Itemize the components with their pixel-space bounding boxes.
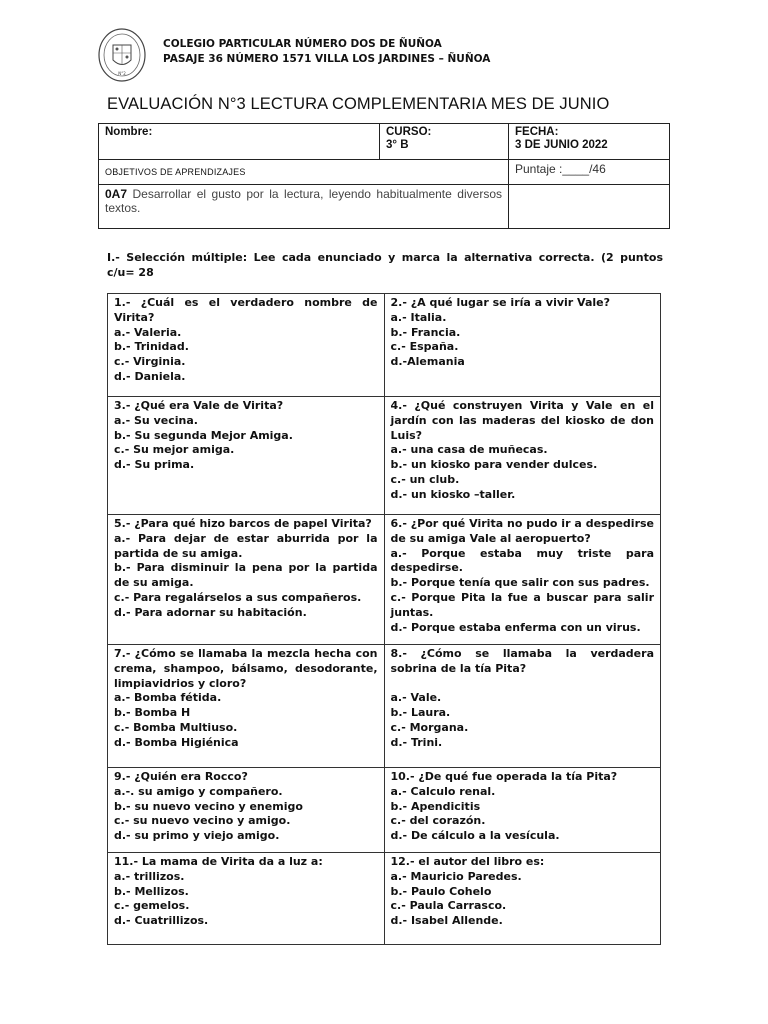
option-d[interactable]: d.- De cálculo a la vesícula. xyxy=(390,829,560,843)
svg-text:N°2: N°2 xyxy=(118,71,126,76)
school-crest-logo xyxy=(97,27,147,83)
option-b[interactable]: b.- un kiosko para vender dulces. xyxy=(390,458,598,472)
option-a[interactable]: a.- Valeria. xyxy=(114,325,182,339)
objectives-label: OBJETIVOS DE APRENDIZAJES xyxy=(99,160,509,185)
school-name: COLEGIO PARTICULAR NÚMERO DOS DE ÑUÑOA xyxy=(163,38,442,50)
option-c[interactable]: c.- Porque Pita la fue a buscar para salir juntas. xyxy=(390,590,654,619)
option-b[interactable]: b.- su nuevo vecino y enemigo xyxy=(114,799,303,813)
question-card xyxy=(384,645,661,768)
question-card xyxy=(384,397,661,515)
question-text: 2.- ¿A qué lugar se iría a vivir Vale? xyxy=(390,296,610,309)
date-value: 3 DE JUNIO 2022 xyxy=(515,139,608,151)
question-text: 12.- el autor del libro es: xyxy=(390,855,545,868)
exam-title: EVALUACIÓN N°3 LECTURA COMPLEMENTARIA MES DE JUNIO xyxy=(107,95,610,113)
option-a[interactable]: a.- trillizos. xyxy=(114,869,185,883)
option-b[interactable]: b.- Paulo Cohelo xyxy=(390,884,492,898)
option-b[interactable]: b.- Apendicitis xyxy=(390,799,481,813)
option-c[interactable]: c.- del corazón. xyxy=(390,814,486,828)
question-text: 7.- ¿Cómo se llamaba la mezcla hecha con crema, shampoo, bálsamo, desodorante, limpiavidrios y cloro? xyxy=(114,647,378,690)
date-cell xyxy=(509,124,670,160)
name-field[interactable] xyxy=(99,124,380,160)
question-text: 4.- ¿Qué construyen Virita y Vale en el jardín con las maderas del kiosko de don Luis? xyxy=(390,399,654,442)
course-value: 3° B xyxy=(386,139,409,151)
option-c[interactable]: c.- Bomba Multiuso. xyxy=(114,720,238,734)
question-text: 11.- La mama de Virita da a luz a: xyxy=(114,855,323,868)
name-label: Nombre: xyxy=(105,126,153,138)
question-card xyxy=(384,515,661,645)
option-a[interactable]: a.-. su amigo y compañero. xyxy=(114,784,283,798)
option-d[interactable]: d.-Alemania xyxy=(390,355,465,369)
option-c[interactable]: c.- gemelos. xyxy=(114,899,190,913)
option-d[interactable]: d.- Bomba Higiénica xyxy=(114,735,239,749)
question-card xyxy=(108,397,385,515)
option-a[interactable]: a.- Calculo renal. xyxy=(390,784,496,798)
section-instructions: I.- Selección múltiple: Lee cada enunciado y marca la alternativa correcta. (2 puntos c/u= 28 xyxy=(107,251,663,279)
question-card xyxy=(108,515,385,645)
course-cell xyxy=(380,124,509,160)
objective-text: Desarrollar el gusto por la lectura, leyendo habitualmente diversos textos. xyxy=(105,187,502,215)
spacer xyxy=(391,677,655,692)
option-b[interactable]: b.- Mellizos. xyxy=(114,884,189,898)
question-card xyxy=(108,645,385,768)
question-card xyxy=(108,768,385,853)
option-c[interactable]: c.- un club. xyxy=(390,472,460,486)
option-b[interactable]: b.- Su segunda Mejor Amiga. xyxy=(114,428,293,442)
option-d[interactable]: d.- Cuatrillizos. xyxy=(114,914,209,928)
option-c[interactable]: c.- España. xyxy=(390,340,459,354)
option-d[interactable]: d.- un kiosko –taller. xyxy=(390,487,516,501)
option-c[interactable]: c.- Para regalárselos a sus compañeros. xyxy=(114,590,362,604)
option-d[interactable]: d.- Para adornar su habitación. xyxy=(114,605,307,619)
option-a[interactable]: a.- Su vecina. xyxy=(114,413,198,427)
course-label: CURSO: xyxy=(386,126,432,138)
option-c[interactable]: c.- Paula Carrasco. xyxy=(390,899,507,913)
option-b[interactable]: b.- Bomba H xyxy=(114,706,191,720)
option-a[interactable]: a.- Vale. xyxy=(390,691,442,705)
question-card xyxy=(384,853,661,945)
question-text: 1.- ¿Cuál es el verdadero nombre de Virita? xyxy=(114,296,378,324)
option-b[interactable]: b.- Francia. xyxy=(390,325,461,339)
question-card xyxy=(384,294,661,397)
score-blank-cell xyxy=(509,185,670,229)
school-address: PASAJE 36 NÚMERO 1571 VILLA LOS JARDINES – ÑUÑOA xyxy=(163,53,491,65)
question-text: 6.- ¿Por qué Virita no pudo ir a despedirse de su amiga Vale al aeropuerto? xyxy=(390,517,654,545)
option-d[interactable]: d.- su primo y viejo amigo. xyxy=(114,829,280,843)
option-c[interactable]: c.- Morgana. xyxy=(390,720,469,734)
score-field[interactable]: Puntaje :____/46 xyxy=(509,160,670,185)
question-card xyxy=(108,294,385,397)
option-a[interactable]: a.- Mauricio Paredes. xyxy=(390,869,522,883)
option-a[interactable]: a.- una casa de muñecas. xyxy=(390,443,548,457)
question-card xyxy=(384,768,661,853)
date-label: FECHA: xyxy=(515,126,559,138)
question-card xyxy=(108,853,385,945)
option-b[interactable]: b.- Porque tenía que salir con sus padres. xyxy=(390,576,650,590)
option-a[interactable]: a.- Bomba fétida. xyxy=(114,691,222,705)
option-b[interactable]: b.- Laura. xyxy=(390,706,451,720)
question-text: 8.- ¿Cómo se llamaba la verdadera sobrina de la tía Pita? xyxy=(390,647,654,675)
option-d[interactable]: d.- Isabel Allende. xyxy=(390,914,503,928)
option-c[interactable]: c.- Su mejor amiga. xyxy=(114,443,235,457)
question-text: 10.- ¿De qué fue operada la tía Pita? xyxy=(390,770,618,783)
question-text: 9.- ¿Quién era Rocco? xyxy=(114,770,248,783)
option-d[interactable]: d.- Trini. xyxy=(390,735,443,749)
student-info-table xyxy=(98,123,670,229)
objective-code: 0A7 xyxy=(105,187,128,201)
option-d[interactable]: d.- Daniela. xyxy=(114,369,186,383)
option-c[interactable]: c.- su nuevo vecino y amigo. xyxy=(114,814,291,828)
option-d[interactable]: d.- Porque estaba enferma con un virus. xyxy=(390,620,641,634)
option-b[interactable]: b.- Trinidad. xyxy=(114,340,189,354)
objective-description xyxy=(99,185,509,229)
question-text: 5.- ¿Para qué hizo barcos de papel Virita? xyxy=(114,517,372,530)
option-d[interactable]: d.- Su prima. xyxy=(114,458,195,472)
question-text: 3.- ¿Qué era Vale de Virita? xyxy=(114,399,284,412)
option-b[interactable]: b.- Para disminuir la pena por la partida de su amiga. xyxy=(114,561,378,590)
school-header xyxy=(163,37,490,67)
option-a[interactable]: a.- Porque estaba muy triste para despedirse. xyxy=(390,546,654,575)
option-a[interactable]: a.- Para dejar de estar aburrida por la partida de su amiga. xyxy=(114,531,378,560)
questions-table xyxy=(107,293,661,945)
option-a[interactable]: a.- Italia. xyxy=(390,310,447,324)
option-c[interactable]: c.- Virginia. xyxy=(114,355,186,369)
